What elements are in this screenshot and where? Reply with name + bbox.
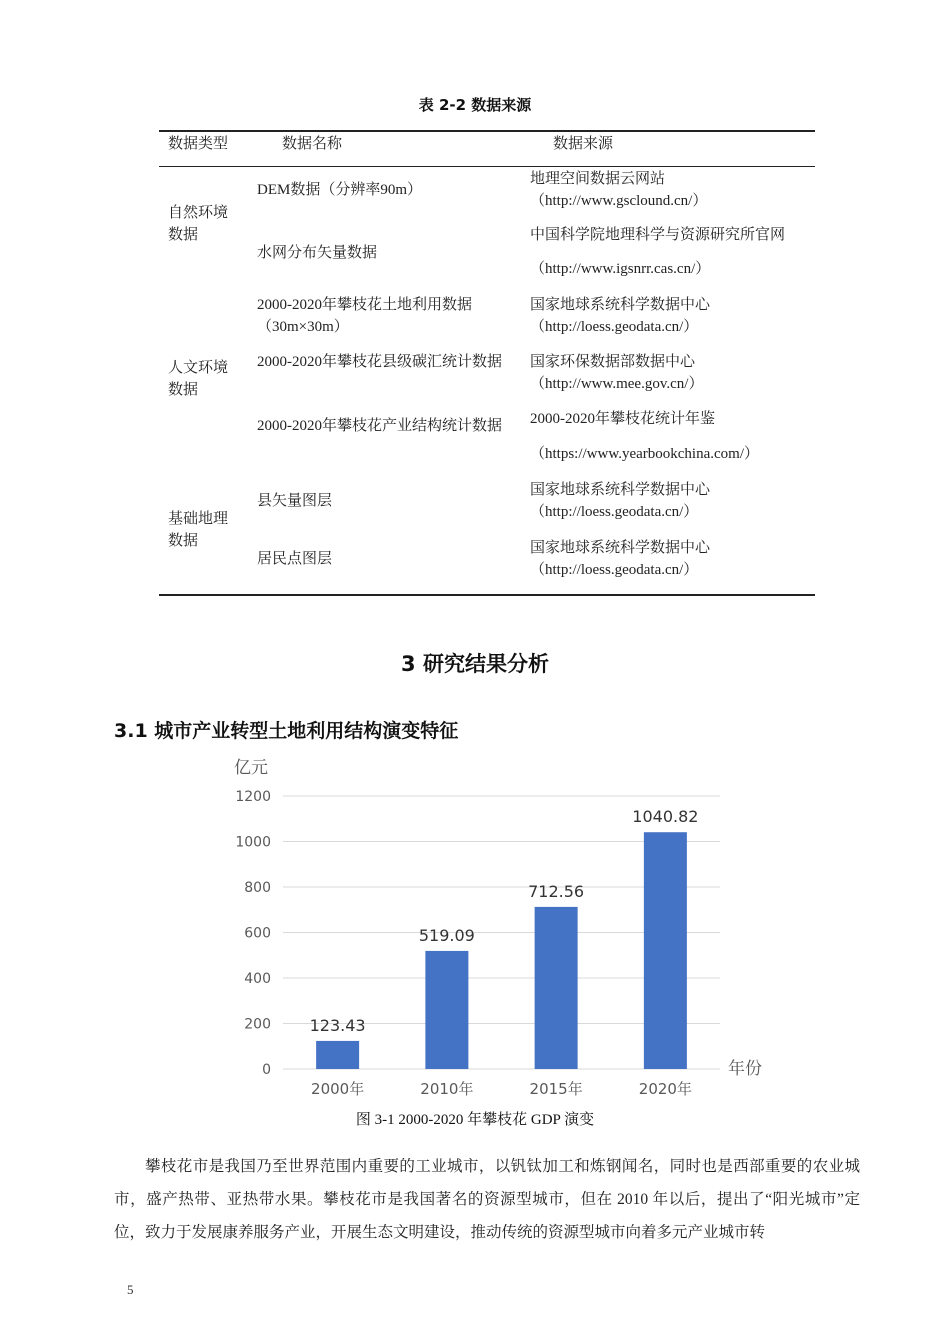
bar-value-label: 712.56 <box>528 881 585 901</box>
table-row-source: 国家地球系统科学数据中心（http://loess.geodata.cn/） <box>530 297 711 335</box>
bar-value-label: 519.09 <box>418 925 475 945</box>
y-axis-label: 亿元 <box>234 758 268 778</box>
table-row-source: 中国科学院地理科学与资源研究所官网 <box>530 227 786 243</box>
table-bottom-rule <box>159 594 815 596</box>
x-axis-label: 年份 <box>728 1059 762 1079</box>
table-caption: 表 2-2 数据来源 <box>418 96 532 114</box>
y-tick-label: 1000 <box>235 834 271 851</box>
table-header-source: 数据来源 <box>553 136 614 152</box>
body-paragraph: 攀枝花市是我国乃至世界范围内重要的工业城市，以钒钛加工和炼钢闻名，同时也是西部重要的农业城市，盛产热带、亚热带水果。攀枝花市是我国著名的资源型城市，但在 2010 年以后，提出了“阳光城市”定位，致力于发展康养服务产业，开展生态文明建设，推动传统的资源型城市向着多元产业城市转 <box>114 1158 860 1241</box>
table-row-source-url: （http://www.igsnrr.cas.cn/） <box>530 261 711 277</box>
figure-caption: 图 3-1 2000-2020 年攀枝花 GDP 演变 <box>355 1112 595 1128</box>
bar-value-label: 1040.82 <box>632 807 699 827</box>
table-row-name: 县矢量图层 <box>257 493 333 509</box>
table-category: 人文环境数据 <box>168 360 229 398</box>
table-row-name: 2000-2020年攀枝花县级碳汇统计数据 <box>257 354 502 370</box>
table-header-rule <box>159 166 815 167</box>
bar <box>316 1041 359 1069</box>
table-top-rule <box>159 130 815 132</box>
x-tick-label: 2015年 <box>529 1080 583 1098</box>
bar <box>425 951 468 1069</box>
table-row-source: 国家地球系统科学数据中心（http://loess.geodata.cn/） <box>530 482 711 520</box>
x-tick-label: 2000年 <box>311 1080 365 1098</box>
y-tick-label: 200 <box>244 1016 271 1033</box>
bar <box>535 907 578 1069</box>
table-row-name: 居民点图层 <box>257 551 333 567</box>
table-row-source: 地理空间数据云网站（http://www.gsclound.cn/） <box>530 171 708 209</box>
y-tick-label: 400 <box>244 971 271 987</box>
section-title: 3 研究结果分析 <box>401 652 549 676</box>
gdp-bar-chart <box>220 752 780 1102</box>
y-tick-label: 600 <box>244 925 271 942</box>
table-row-source: 2000-2020年攀枝花统计年鉴 <box>530 411 715 427</box>
table-row-source-url: （https://www.yearbookchina.com/） <box>530 446 759 462</box>
subsection-title: 3.1 城市产业转型土地利用结构演变特征 <box>114 720 459 742</box>
x-tick-label: 2010年 <box>420 1080 474 1098</box>
y-tick-label: 1200 <box>235 789 271 805</box>
x-tick-label: 2020年 <box>638 1080 692 1098</box>
table-row-name: DEM数据（分辨率90m） <box>257 182 423 198</box>
bar-value-label: 123.43 <box>309 1015 366 1035</box>
page-number: 5 <box>127 1282 134 1297</box>
table-header-type: 数据类型 <box>168 136 229 152</box>
y-tick-label: 800 <box>244 880 271 896</box>
table-row-source: 国家地球系统科学数据中心（http://loess.geodata.cn/） <box>530 540 711 578</box>
table-row-name: 水网分布矢量数据 <box>257 245 378 261</box>
y-tick-label: 0 <box>262 1062 271 1078</box>
table-category: 基础地理数据 <box>168 511 229 549</box>
table-category: 自然环境数据 <box>168 205 229 243</box>
bar <box>644 832 687 1069</box>
table-row-source: 国家环保数据部数据中心（http://www.mee.gov.cn/） <box>530 354 704 392</box>
table-row-name: 2000-2020年攀枝花产业结构统计数据 <box>257 418 502 434</box>
table-header-name: 数据名称 <box>282 136 343 152</box>
table-row-name: 2000-2020年攀枝花土地利用数据（30m×30m） <box>257 297 472 335</box>
